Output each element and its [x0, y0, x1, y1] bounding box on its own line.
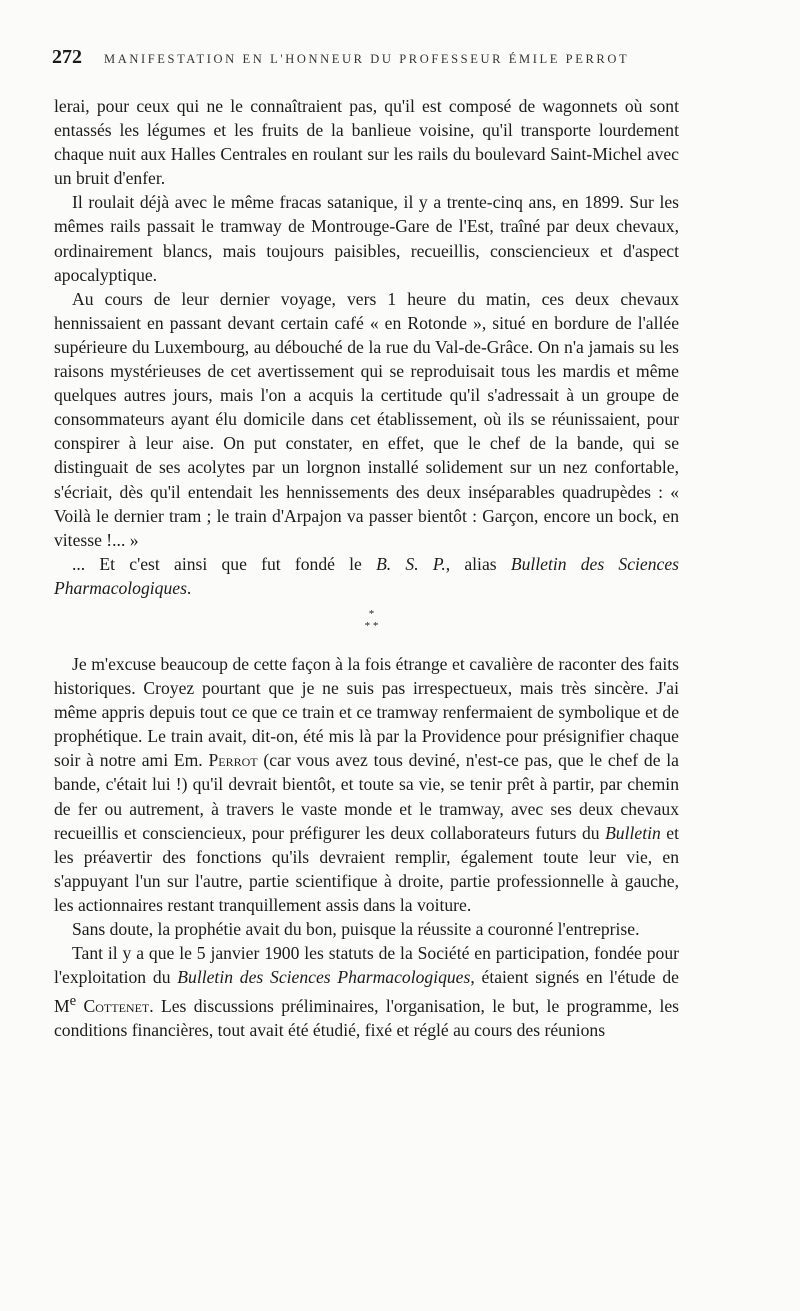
page-number: 272 — [52, 46, 82, 68]
text-run: . Les discussions préliminaires, l'organisation, le but, le programme, les conditions financières, tout avait été étudié, fixé et réglé au cours des réunions — [54, 996, 679, 1041]
bulletin-title: Bulletin — [605, 822, 661, 843]
separator-star-top: * — [368, 607, 375, 620]
section-separator — [54, 608, 679, 632]
paragraph — [54, 941, 679, 1042]
name-perrot: Perrot — [208, 750, 258, 771]
paragraph: Sans doute, la prophétie avait du bon, puisque la réussite a couronné l'entreprise. — [72, 919, 640, 939]
body-text — [54, 94, 679, 1042]
paragraph — [54, 552, 679, 600]
text-run: (car vous avez tous deviné, n'est-ce pas, que le chef de la bande, c'était lui !) qu'il devrait bientôt, et toute sa vie, se tenir prêt à partir, par chemin de fer ou autrement, à travers le vaste monde et le tramway, avec ses deux chevaux recueillis et consciencieux, pour préfigurer les deux collaborateurs futurs du — [54, 750, 679, 843]
text-run: et les préavertir des fonctions qu'ils devraient remplir, également toute leur vie, en s'appuyant l'un sur l'autre, partie scientifique à droite, partie professionnelle à gauche, les actionnaires restant tranquillement assis dans la voiture. — [54, 822, 679, 915]
name-cottenet: Cottenet — [83, 996, 150, 1017]
text-run: Je m'excuse beaucoup de cette façon à la fois étrange et cavalière de raconter des faits historiques. Croyez pourtant que je ne suis pas irrespectueux, mais très sincère. J'ai même appris depuis tout ce que ce train et ce tramway renfermaient de symbolique et de prophétique. Le train avait, dit-on, été mis là par la Providence pour présignifier chaque soir à notre ami Em. — [54, 653, 679, 771]
superscript: e — [69, 993, 77, 1010]
separator-stars-bottom: * * — [364, 619, 379, 632]
paragraph: lerai, pour ceux qui ne le connaîtraient pas, qu'il est composé de wagonnets où sont entassés les légumes et les fruits de la banlieue voisine, qu'il transporte lourdement chaque nuit aux Halles Centrales en roulant sur les rails du boulevard Saint-Michel avec un bruit d'enfer. — [54, 96, 679, 189]
bsp-abbreviation: B. S. P. — [376, 553, 446, 574]
paragraph: Il roulait déjà avec le même fracas satanique, il y a trente-cinq ans, en 1899. Sur les mêmes rails passait le tramway de Montrouge-Gare de l'Est, traîné par deux chevaux, ordinairement blancs, mais toujours paisibles, recueillis, consciencieux et d'aspect apocalyptique. — [54, 192, 679, 285]
text-run: . — [186, 577, 192, 598]
paragraph — [54, 652, 679, 917]
running-head: MANIFESTATION EN L'HONNEUR DU PROFESSEUR ÉMILE PERROT — [104, 52, 630, 66]
page-header — [52, 46, 682, 69]
text-run: , étaient signés en l'étude de M — [54, 967, 679, 1017]
journal-title: Bulletin des Sciences Pharmacologiques — [54, 553, 679, 598]
text-run: Tant il y a que le 5 janvier 1900 les statuts de la Société en participation, fondée pour l'exploitation du — [54, 943, 679, 988]
journal-title: Bulletin des Sciences Pharmacologiques — [177, 967, 471, 988]
paragraph: Au cours de leur dernier voyage, vers 1 heure du matin, ces deux chevaux hennissaient en passant devant certain café « en Rotonde », situé en bordure de l'allée supérieure du Luxembourg, au débouché de la rue du Val-de-Grâce. On n'a jamais su les raisons mystérieuses de cet avertissement qui se reproduisait tous les mardis et même quelques autres jours, mais l'on a acquis la certitude qu'il s'adressait à un groupe de consommateurs ayant élu domicile dans cet établissement, où ils se réunissaient, pour conspirer à leur aise. On put constater, en effet, que le chef de la bande, qui se distinguait de ses acolytes par un lorgnon installé solidement sur un nez confortable, s'écriait, dès qu'il entendait les hennissements des deux inséparables quadrupèdes : « Voilà le dernier tram ; le train d'Arpajon va passer bientôt : Garçon, encore un bock, en vitesse !... » — [54, 288, 679, 550]
text-run: ... Et c'est ainsi que fut fondé le — [72, 553, 377, 574]
text-run: , alias — [445, 553, 511, 574]
